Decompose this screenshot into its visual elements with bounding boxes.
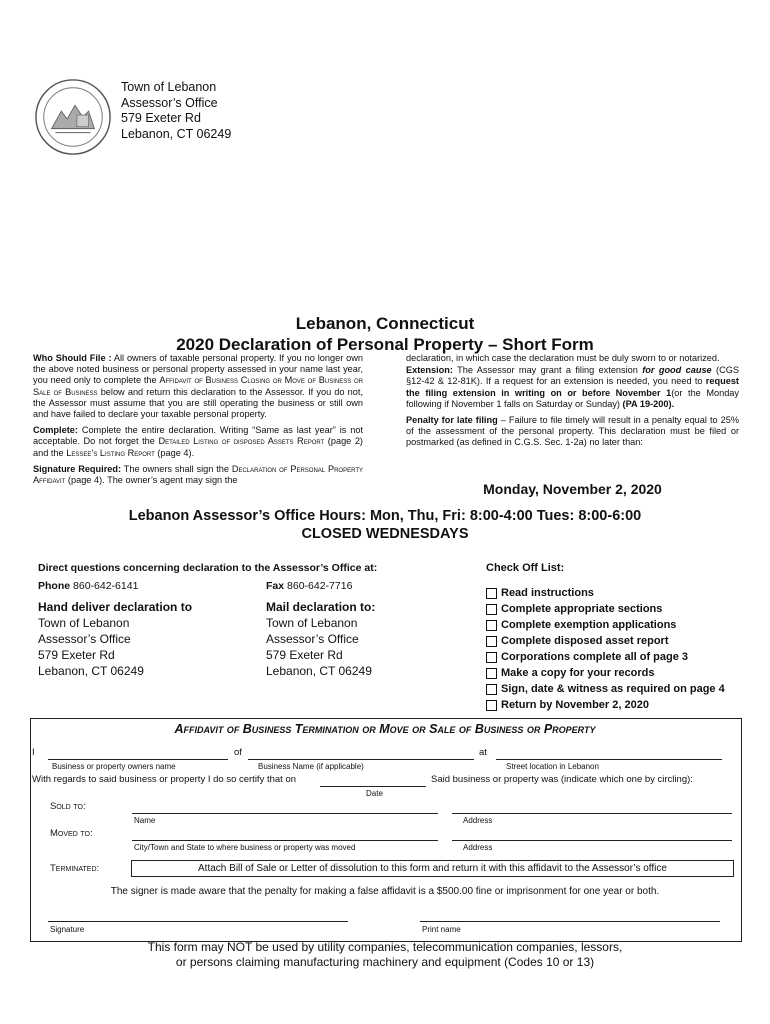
checklist-label: Complete appropriate sections xyxy=(501,603,663,615)
footer-line2: or persons claiming manufacturing machinery and equipment (Codes 10 or 13) xyxy=(175,955,595,969)
certify-text: With regards to said business or property I do so certify that on xyxy=(32,774,297,785)
extension-text3: (or the Monday following if November 1 falls on Saturday or Sunday) xyxy=(406,387,740,409)
phone-row xyxy=(38,580,138,592)
name-caption: Name xyxy=(134,816,156,825)
office-address xyxy=(121,80,231,142)
who-text: All owners of taxable personal property. If you no longer own the above noted business or personal property assessed in your name last year, you need only to complete the xyxy=(33,353,363,386)
mail-line: Lebanon, CT 06249 xyxy=(266,664,372,678)
checklist-label: Sign, date & witness as required on page 4 xyxy=(501,683,725,695)
mail-block xyxy=(266,599,375,679)
checklist-label: Complete disposed asset report xyxy=(501,635,669,647)
declaration-text: declaration, in which case the declaration must be duly sworn to or notarized. xyxy=(406,353,720,363)
mail-line: Assessor’s Office xyxy=(266,632,359,646)
checkbox[interactable] xyxy=(486,652,497,663)
signature-label: Signature Required: xyxy=(33,463,122,474)
false-affidavit-penalty: The signer is made aware that the penalty for making a false affidavit is a $500.00 fine or imprisonment for one year or both. xyxy=(110,886,660,897)
date-field[interactable] xyxy=(320,786,426,787)
checklist-label: Read instructions xyxy=(501,587,594,599)
who-sc: Affidavit of Business Closing or Move of Business or Sale of Business xyxy=(33,375,363,397)
checkbox[interactable] xyxy=(486,700,497,711)
terminated-option[interactable]: Terminated: xyxy=(50,863,100,874)
closed-notice: CLOSED WEDNESDAYS xyxy=(301,526,469,542)
checkbox[interactable] xyxy=(486,636,497,647)
hand-line: Assessor’s Office xyxy=(38,632,131,646)
fax-row xyxy=(266,580,352,592)
checkbox[interactable] xyxy=(486,684,497,695)
checklist-item[interactable] xyxy=(486,697,725,713)
checkbox[interactable] xyxy=(486,604,497,615)
owner-name-field[interactable] xyxy=(48,759,228,760)
street-location-field[interactable] xyxy=(496,759,722,760)
hand-deliver-title: Hand deliver declaration to xyxy=(38,600,193,614)
signature-text2: (page 4). The owner’s agent may sign the xyxy=(67,475,238,486)
signature-caption: Signature xyxy=(50,925,85,934)
checklist-label: Return by November 2, 2020 xyxy=(501,699,649,711)
print-name-caption: Print name xyxy=(422,925,461,934)
hand-deliver-block xyxy=(38,599,192,679)
who-label: Who Should File : xyxy=(33,353,112,363)
checklist-title: Check Off List: xyxy=(486,562,565,574)
terminated-instructions: Attach Bill of Sale or Letter of dissolution to this form and return it with this affidavit to the Assessor’s office xyxy=(131,860,734,877)
moved-address-field[interactable] xyxy=(452,840,732,841)
address-caption2: Address xyxy=(463,843,493,852)
sold-to-option[interactable]: Sold to: xyxy=(50,801,86,812)
instructions-right xyxy=(406,353,739,454)
deadline-date: Monday, November 2, 2020 xyxy=(483,481,662,497)
page-title-line1: Lebanon, Connecticut xyxy=(295,314,475,333)
checkbox[interactable] xyxy=(486,588,497,599)
penalty-label: Penalty for late filing xyxy=(406,415,498,426)
complete-text3: (page 4). xyxy=(157,447,195,458)
owner-caption: Business or property owners name xyxy=(52,762,176,771)
hand-line: 579 Exeter Rd xyxy=(38,648,115,662)
mail-title: Mail declaration to: xyxy=(266,600,376,614)
at-label: at xyxy=(479,747,487,758)
office-hours: Lebanon Assessor’s Office Hours: Mon, Thu, Fri: 8:00-4:00 Tues: 8:00-6:00 xyxy=(128,508,642,524)
extension-bold: request the filing extension in writing on or before November 1 xyxy=(406,376,739,398)
office-line: 579 Exeter Rd xyxy=(121,111,201,125)
page-title-line2: 2020 Declaration of Personal Property – Short Form xyxy=(176,335,594,354)
business-name-field[interactable] xyxy=(248,759,474,760)
hand-line: Lebanon, CT 06249 xyxy=(38,664,144,678)
mail-line: Town of Lebanon xyxy=(266,616,358,630)
moved-city-field[interactable] xyxy=(132,840,438,841)
date-caption: Date xyxy=(366,789,383,798)
of-label: of xyxy=(234,747,242,758)
phone-number: 860-642-6141 xyxy=(73,580,139,592)
complete-text: Complete the entire declaration. Writing “Same as last year” is not acceptable. Do not forget the xyxy=(33,425,363,447)
signature-field[interactable] xyxy=(48,921,348,922)
sold-address-field[interactable] xyxy=(452,813,732,814)
extension-text2: (CGS §12-42 & 12-81K). If a request for an extension is needed, you need to xyxy=(406,365,739,387)
who-text2: below and return this declaration to the Assessor. If you do not, the Assessor must assume that you are still operating the business or still own and have failed to declare your taxable personal property. xyxy=(33,386,363,420)
city-caption: City/Town and State to where business or property was moved xyxy=(134,843,356,852)
hand-line: Town of Lebanon xyxy=(38,616,130,630)
office-line: Assessor’s Office xyxy=(121,95,218,110)
circling-text: Said business or property was (indicate which one by circling): xyxy=(431,774,693,785)
checklist-item[interactable] xyxy=(486,665,725,681)
i-label: I xyxy=(32,747,35,758)
town-seal-icon xyxy=(34,78,112,156)
checkbox[interactable] xyxy=(486,620,497,631)
mail-line: 579 Exeter Rd xyxy=(266,648,343,662)
affidavit-box xyxy=(30,718,742,942)
fax-label: Fax xyxy=(266,580,285,592)
street-caption: Street location in Lebanon xyxy=(506,762,599,771)
footer-line1: This form may NOT be used by utility companies, telecommunication companies, lessors, xyxy=(147,940,623,954)
checklist-item[interactable] xyxy=(486,649,725,665)
print-name-field[interactable] xyxy=(420,921,720,922)
checklist-label: Corporations complete all of page 3 xyxy=(501,651,689,663)
signature-sc: Declaration of Personal Property Affidavit xyxy=(33,463,363,486)
checkbox[interactable] xyxy=(486,668,497,679)
complete-text2: (page 2) and the xyxy=(33,436,363,458)
instructions-left xyxy=(33,353,363,491)
checklist-item[interactable] xyxy=(486,585,725,601)
checklist-item[interactable] xyxy=(486,633,725,649)
fax-number: 860-642-7716 xyxy=(287,580,353,592)
extension-emphasis: for good cause xyxy=(642,365,712,376)
complete-sc1: Detailed Listing of disposed Assets Report xyxy=(158,436,325,447)
checklist-label: Make a copy for your records xyxy=(501,667,655,679)
complete-label: Complete: xyxy=(33,425,78,436)
direct-questions: Direct questions concerning declaration to the Assessor’s Office at: xyxy=(38,562,378,574)
extension-text: The Assessor may grant a filing extension xyxy=(457,365,638,376)
moved-to-option[interactable]: Moved to: xyxy=(50,828,93,839)
signature-text: The owners shall sign the xyxy=(123,463,229,474)
penalty-text: – Failure to file timely will result in a penalty equal to 25% of the assessment of the personal property. This declaration must be filed or postmarked (as defined in C.G.S. Sec. 1-2a) no later than: xyxy=(406,415,740,448)
affidavit-title: Affidavit of Business Termination or Move or Sale of Business or Property xyxy=(174,722,596,736)
checklist xyxy=(486,585,725,713)
office-line: Town of Lebanon xyxy=(121,80,217,94)
checklist-item[interactable] xyxy=(486,601,725,617)
phone-label: Phone xyxy=(38,580,71,592)
complete-sc2: Lessee’s Listing Report xyxy=(66,447,155,458)
extension-bold2: (PA 19-200). xyxy=(622,398,675,409)
office-line: Lebanon, CT 06249 xyxy=(121,126,232,141)
address-caption: Address xyxy=(463,816,493,825)
sold-name-field[interactable] xyxy=(132,813,438,814)
checklist-item[interactable] xyxy=(486,681,725,697)
checklist-item[interactable] xyxy=(486,617,725,633)
extension-label: Extension: xyxy=(406,365,453,376)
checklist-label: Complete exemption applications xyxy=(501,619,677,631)
bizname-caption: Business Name (if applicable) xyxy=(258,762,364,771)
